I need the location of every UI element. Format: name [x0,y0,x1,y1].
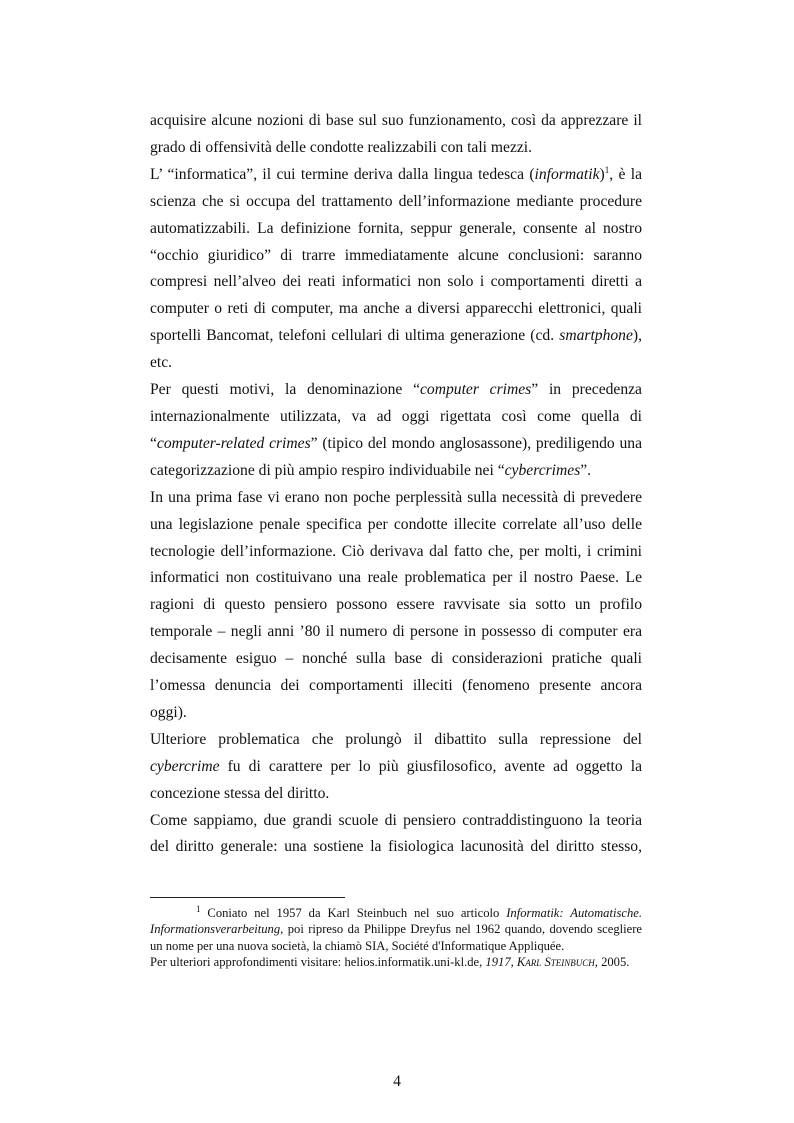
text-run: Per questi motivi, la denominazione “ [150,381,420,399]
text-run: , è la scienza che si occupa del trattamento dell’informazione mediante procedure automatizzabili. La definizione fornita, seppur generale, consente al nostro “occhio giuridico” di trarre immediatamente alcune conclusioni: saranno compresi nell’alveo dei reati informatici non solo i comportamenti diretti a computer o reti di computer, ma anche a diversi apparecchi elettronici, quali sportelli Bancomat, telefoni cellulari di ultima generazione (cd. [150,165,642,345]
paragraph-6: Come sappiamo, due grandi scuole di pensiero contraddistinguono la teoria del diritto generale: una sostiene la fisiologica lacunosità del diritto stesso, [150,811,642,856]
italic-text: 1917, [485,954,517,969]
text-run: Per ulteriori approfondimenti visitare: helios.informatik.uni-kl.de, [150,954,486,969]
paragraph-3 [150,377,642,485]
text-run: , 2005. [594,954,630,969]
italic-term: cybercrime [150,757,220,775]
italic-term: computer-related crimes [156,434,311,452]
footnote-separator [150,897,345,898]
text-run: ), etc. [150,327,642,372]
text-run: ” in precedenza internazionalmente utilizzata, va ad oggi rigettata così come quella di “ [150,381,642,452]
page-number: 4 [393,1073,401,1090]
paragraph-4: In una prima fase vi erano non poche perplessità sulla necessità di prevedere una legislazione penale specifica per condotte illecite correlate all’uso delle tecnologie dell’informazione. Ciò derivava dal fatto che, per molti, i crimini informatici non costituivano una reale problematica per il nostro Paese. Le ragioni di questo pensiero possono essere ravvisate sia sotto un profilo temporale – negli anni ’80 il numero di persone in possesso di computer era decisamente esiguo – nonché sulla base di considerazioni pratiche quali l’omessa denuncia dei comportamenti illeciti (fenomeno presente ancora oggi). [150,488,642,721]
italic-term: informatik [534,165,600,183]
footnote-number: 1 [196,903,201,914]
italic-term: smartphone [559,327,633,345]
footnotes [150,905,642,970]
italic-term: computer crimes [420,381,532,399]
italic-term: cybercrimes [504,461,581,479]
paragraph-2 [150,162,642,377]
text-run: ) [599,165,605,183]
text-run: Ulteriore problematica che prolungò il dibattito sulla repressione del [150,730,642,748]
author-name: Karl Steinbuch [516,954,595,969]
text-run: ” (tipico del mondo anglosassone), prediligendo una categorizzazione di più ampio respiro individuabile nei “ [150,434,642,479]
italic-title: Informatik: Automatische. Informationsverarbeitung [150,906,642,937]
footnote-1 [150,905,642,954]
footnote-reference[interactable]: 1 [604,164,610,175]
paragraph-1: acquisire alcune nozioni di base sul suo funzionamento, così da apprezzare il grado di offensività delle condotte realizzabili con tali mezzi. [150,112,642,156]
paragraph-5 [150,727,642,808]
text-run: fu di carattere per lo più giusfilosofico, avente ad oggetto la concezione stessa del diritto. [150,757,642,802]
text-run: ”. [580,461,592,479]
body-text [150,108,642,861]
text-run: Coniato nel 1957 da Karl Steinbuch nel suo articolo [200,906,507,920]
text-run: , poi ripreso da Philippe Dreyfus nel 1962 quando, dovendo scegliere un nome per una nuova società, la chiamò SIA, Société d'Informatique Appliquée. [150,922,642,953]
text-run: L’ “informatica”, il cui termine deriva dalla lingua tedesca ( [150,165,535,183]
footnote-1-continued [150,954,642,970]
